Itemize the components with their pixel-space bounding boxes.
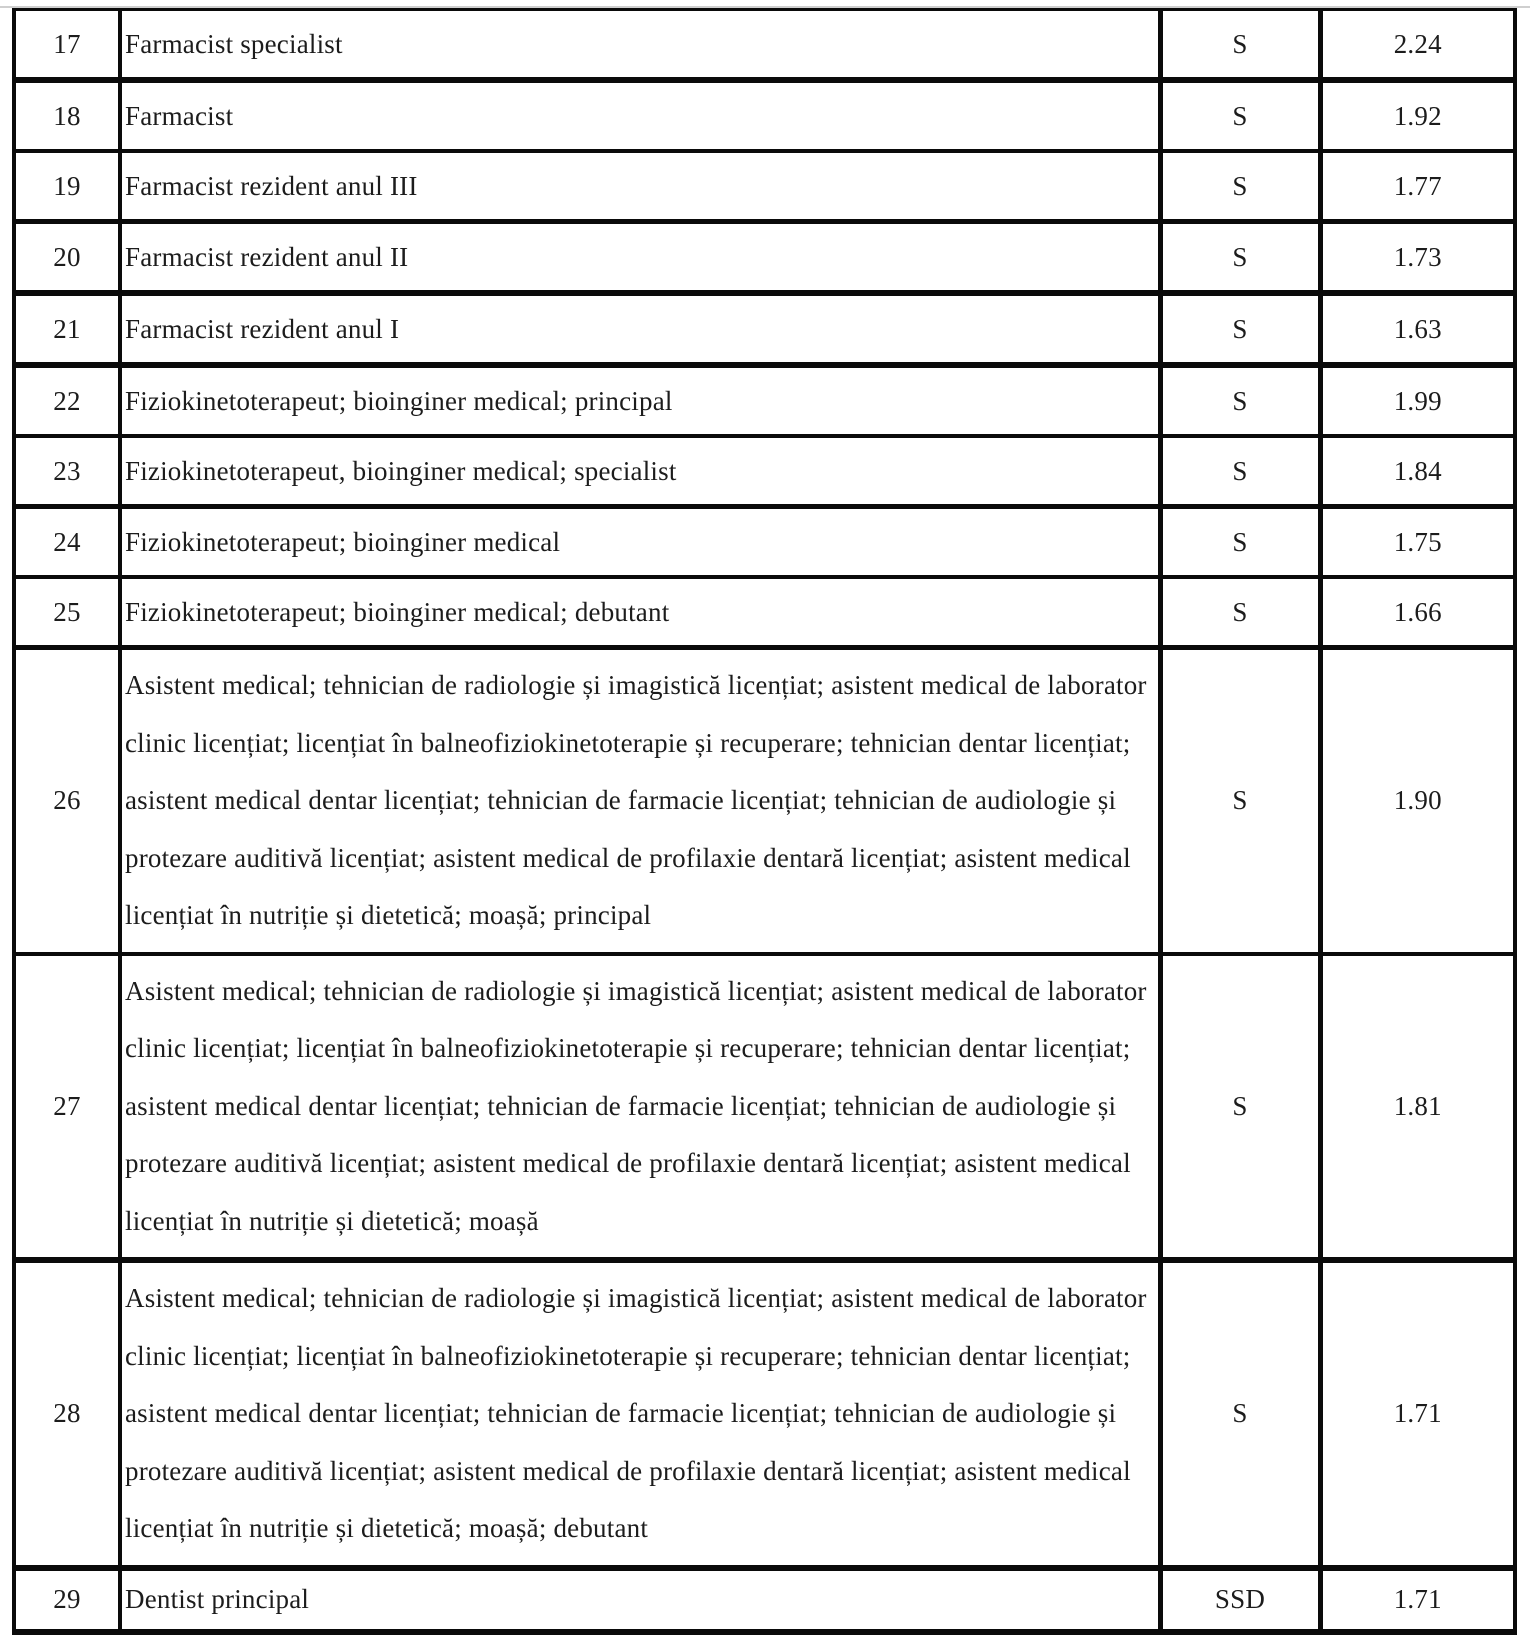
- coefficient-cell: 1.84: [1320, 436, 1515, 507]
- education-level-cell: S: [1160, 436, 1320, 507]
- education-level-cell: S: [1160, 151, 1320, 222]
- row-number-cell: 24: [14, 507, 120, 578]
- row-number-cell: 29: [14, 1568, 120, 1632]
- education-level-cell: S: [1160, 293, 1320, 365]
- row-number-cell: 26: [14, 648, 120, 954]
- position-title-cell: Asistent medical; tehnician de radiologie și imagistică licențiat; asistent medical de laborator clinic licențiat; licențiat în balneofiziokinetoterapie și recuperare; tehnician dentar licențiat; asistent medical dentar licențiat; tehnician de farmacie licențiat; tehnician de audiologie și protezare auditivă licențiat; asistent medical de profilaxie dentară licențiat; asistent medical licențiat în nutriție și dietetică; moașă; principal: [120, 648, 1160, 954]
- table-row: [14, 222, 1515, 294]
- coefficient-cell: 1.90: [1320, 648, 1515, 954]
- table-row: [14, 80, 1515, 151]
- education-level-cell: S: [1160, 80, 1320, 151]
- position-title-cell: Farmacist specialist: [120, 10, 1160, 81]
- coefficient-cell: 1.99: [1320, 365, 1515, 436]
- table-row: [14, 1568, 1515, 1632]
- coefficient-cell: 1.81: [1320, 954, 1515, 1261]
- coefficient-cell: 1.77: [1320, 151, 1515, 222]
- coefficient-cell: 1.71: [1320, 1260, 1515, 1568]
- coefficient-cell: 1.92: [1320, 80, 1515, 151]
- education-level-cell: S: [1160, 365, 1320, 436]
- position-title-cell: Fiziokinetoterapeut; bioinginer medical; principal: [120, 365, 1160, 436]
- education-level-cell: S: [1160, 507, 1320, 578]
- position-title-cell: Fiziokinetoterapeut; bioinginer medical; debutant: [120, 577, 1160, 648]
- row-number-cell: 20: [14, 222, 120, 294]
- row-number-cell: 17: [14, 10, 120, 81]
- position-title-cell: Asistent medical; tehnician de radiologie și imagistică licențiat; asistent medical de laborator clinic licențiat; licențiat în balneofiziokinetoterapie și recuperare; tehnician dentar licențiat; asistent medical dentar licențiat; tehnician de farmacie licențiat; tehnician de audiologie și protezare auditivă licențiat; asistent medical de profilaxie dentară licențiat; asistent medical licențiat în nutriție și dietetică; moașă: [120, 954, 1160, 1261]
- table-row: [14, 577, 1515, 648]
- row-number-cell: 21: [14, 293, 120, 365]
- position-title-cell: Fiziokinetoterapeut, bioinginer medical; specialist: [120, 436, 1160, 507]
- education-level-cell: S: [1160, 648, 1320, 954]
- position-title-cell: Asistent medical; tehnician de radiologie și imagistică licențiat; asistent medical de laborator clinic licențiat; licențiat în balneofiziokinetoterapie și recuperare; tehnician dentar licențiat; asistent medical dentar licențiat; tehnician de farmacie licențiat; tehnician de audiologie și protezare auditivă licențiat; asistent medical de profilaxie dentară licențiat; asistent medical licențiat în nutriție și dietetică; moașă; debutant: [120, 1260, 1160, 1568]
- table-row: [14, 648, 1515, 954]
- education-level-cell: S: [1160, 10, 1320, 81]
- table-row: [14, 507, 1515, 578]
- row-number-cell: 23: [14, 436, 120, 507]
- coefficient-cell: 2.24: [1320, 10, 1515, 81]
- row-number-cell: 19: [14, 151, 120, 222]
- education-level-cell: S: [1160, 1260, 1320, 1568]
- coefficient-cell: 1.75: [1320, 507, 1515, 578]
- position-title-cell: Farmacist rezident anul II: [120, 222, 1160, 294]
- salary-grid-table: [12, 8, 1517, 1635]
- coefficient-cell: 1.71: [1320, 1568, 1515, 1632]
- position-title-cell: Farmacist: [120, 80, 1160, 151]
- row-number-cell: 28: [14, 1260, 120, 1568]
- row-number-cell: 22: [14, 365, 120, 436]
- table-row: [14, 436, 1515, 507]
- table-row: [14, 954, 1515, 1261]
- education-level-cell: S: [1160, 954, 1320, 1261]
- table-row: [14, 365, 1515, 436]
- position-title-cell: Farmacist rezident anul III: [120, 151, 1160, 222]
- table-row: [14, 293, 1515, 365]
- row-number-cell: 27: [14, 954, 120, 1261]
- position-title-cell: Farmacist rezident anul I: [120, 293, 1160, 365]
- position-title-cell: Dentist principal: [120, 1568, 1160, 1632]
- position-title-cell: Fiziokinetoterapeut; bioinginer medical: [120, 507, 1160, 578]
- coefficient-cell: 1.66: [1320, 577, 1515, 648]
- education-level-cell: SSD: [1160, 1568, 1320, 1632]
- coefficient-cell: 1.63: [1320, 293, 1515, 365]
- education-level-cell: S: [1160, 222, 1320, 294]
- education-level-cell: S: [1160, 577, 1320, 648]
- table-row: [14, 1260, 1515, 1568]
- row-number-cell: 18: [14, 80, 120, 151]
- row-number-cell: 25: [14, 577, 120, 648]
- table-row: [14, 151, 1515, 222]
- coefficient-cell: 1.73: [1320, 222, 1515, 294]
- table-row: [14, 10, 1515, 81]
